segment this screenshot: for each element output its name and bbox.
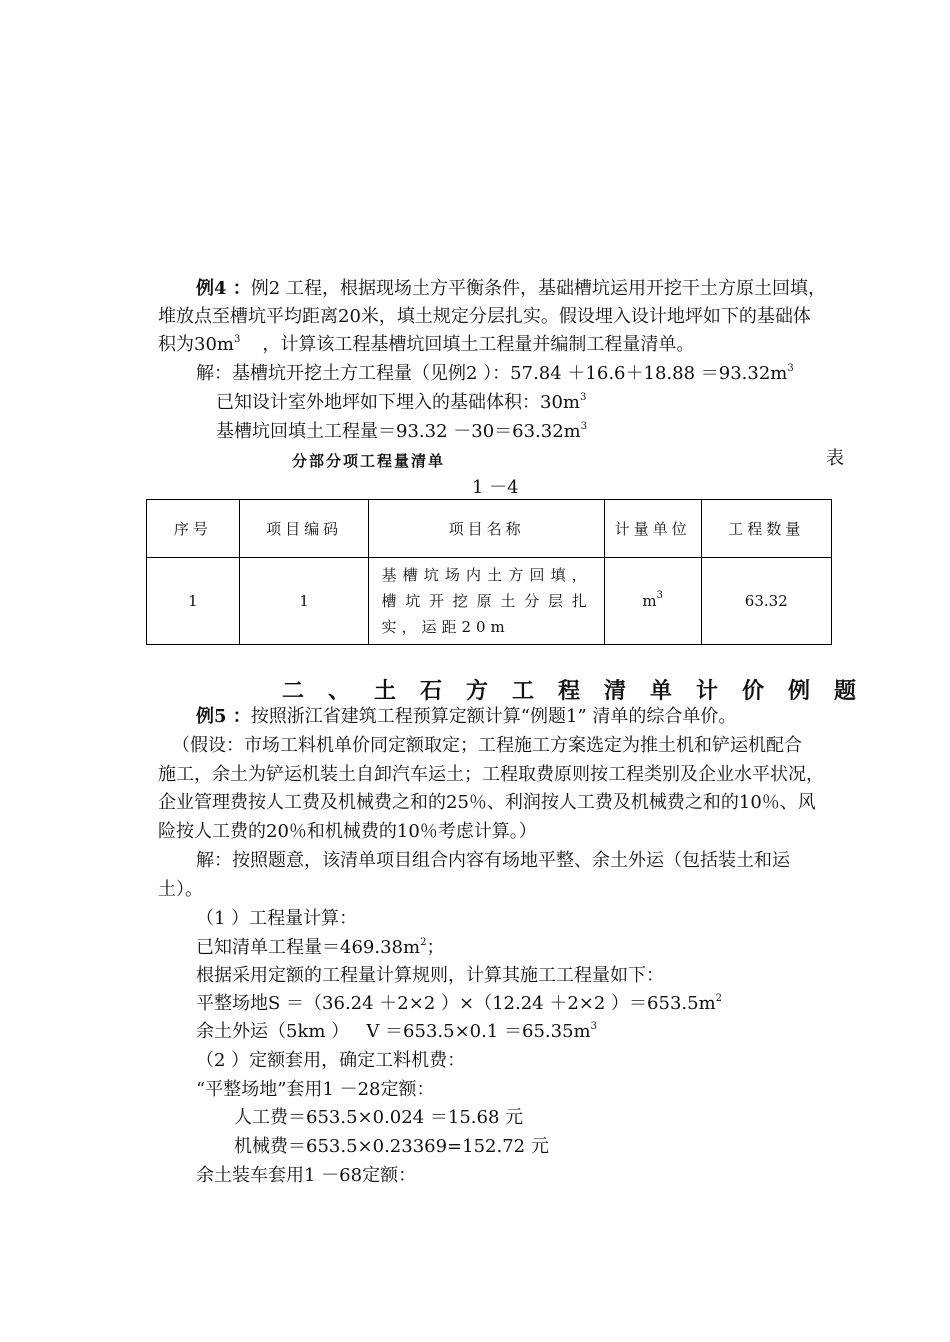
example4-solution-2: 已知设计室外地坪如下埋入的基础体积：$30m^3$ — [216, 392, 587, 413]
example4-label: 例4 ： — [196, 278, 251, 299]
table-biao-label: 表 — [826, 448, 844, 469]
quota-2: 余土装车套用1 －68定额： — [196, 1165, 417, 1186]
header-unit: 计量单位 — [604, 500, 701, 558]
soil-haul-calc: 余土外运（5km ） $V =653.5\times 0.1 =65.35m^3$ — [196, 1021, 597, 1042]
example4-paragraph-3: 积为$30m^3$ ，计算该工程基槽坑回填土工程量并编制工程量清单。 — [158, 334, 695, 355]
example5-label: 例5 ： — [196, 706, 251, 727]
header-name: 项目名称 — [369, 500, 604, 558]
cell-seq: 1 — [147, 558, 240, 645]
cell-unit: $m^3$ — [604, 558, 701, 645]
known-quantity: 已知清单工程量$=469.38m^2$； — [196, 937, 445, 958]
step2-heading: （2 ）定额套用，确定工料机费： — [196, 1050, 466, 1071]
quota-1: “平整场地”套用1 －28定额： — [196, 1079, 435, 1100]
cell-qty: 63.32 — [701, 558, 831, 645]
assumption-line-4: 险按人工费的20％和机械费的10％考虑计算。） — [158, 821, 537, 842]
example4-paragraph-1: 例4 ：例2 工程，根据现场土方平衡条件，基础槽坑运用开挖干土方原土回填， — [196, 278, 826, 299]
example4-solution-3: 基槽坑回填土工程量$=93.32 -30=63.32m^3$ — [216, 421, 588, 442]
header-code: 项目编码 — [239, 500, 369, 558]
calculation-rule: 根据采用定额的工程量计算规则，计算其施工工程量如下： — [196, 965, 664, 986]
header-qty: 工程数量 — [701, 500, 831, 558]
labor-cost: 人工费＝653.5×0.024 ＝15.68 元 — [234, 1107, 524, 1128]
table-header-row — [147, 500, 832, 558]
bill-of-quantities-table — [146, 499, 832, 645]
solution-line-2: 土）。 — [158, 879, 203, 900]
section-heading: 二、土石方工程清单计价例题 — [282, 678, 881, 704]
cell-code: 1 — [239, 558, 369, 645]
table-title: 分部分项工程量清单 — [292, 452, 446, 470]
solution-line-1: 解：按照题意，该清单项目组合内容有场地平整、余土外运（包括装土和运 — [196, 850, 790, 871]
example4-solution-1: 解：基槽坑开挖土方工程量（见例2 ）：$57.84 +16.6+18.88 =93.32m^3$ — [196, 363, 794, 384]
site-leveling-calc: 平整场地S ＝（36.24 ＋2×2 ）×（12.24 ＋2×2 ）$=653.5m^2$ — [196, 993, 723, 1014]
assumption-line-3: 企业管理费按人工费及机械费之和的25％、利润按人工费及机械费之和的10％、风 — [158, 792, 816, 813]
step1-heading: （1 ）工程量计算： — [196, 908, 358, 929]
cell-name: 基槽坑场内土方回填，槽坑开挖原土分层扎实，运距20m — [369, 558, 604, 645]
machine-cost: 机械费＝653.5×0.23369=152.72 元 — [234, 1136, 549, 1157]
example4-paragraph-2: 堆放点至槽坑平均距离20米，填土规定分层扎实。假设埋入设计地坪如下的基础体 — [158, 306, 811, 327]
table-row — [147, 558, 832, 645]
assumption-line-1: （假设：市场工料机单价同定额取定；工程施工方案选定为推土机和铲运机配合 — [172, 735, 802, 756]
example5-intro: 例5 ：按照浙江省建筑工程预算定额计算“例题1” 清单的综合单价。 — [196, 706, 737, 727]
header-seq: 序号 — [147, 500, 240, 558]
table-number: 1 －4 — [472, 477, 519, 498]
assumption-line-2: 施工，余土为铲运机装土自卸汽车运土；工程取费原则按工程类别及企业水平状况， — [158, 764, 824, 785]
